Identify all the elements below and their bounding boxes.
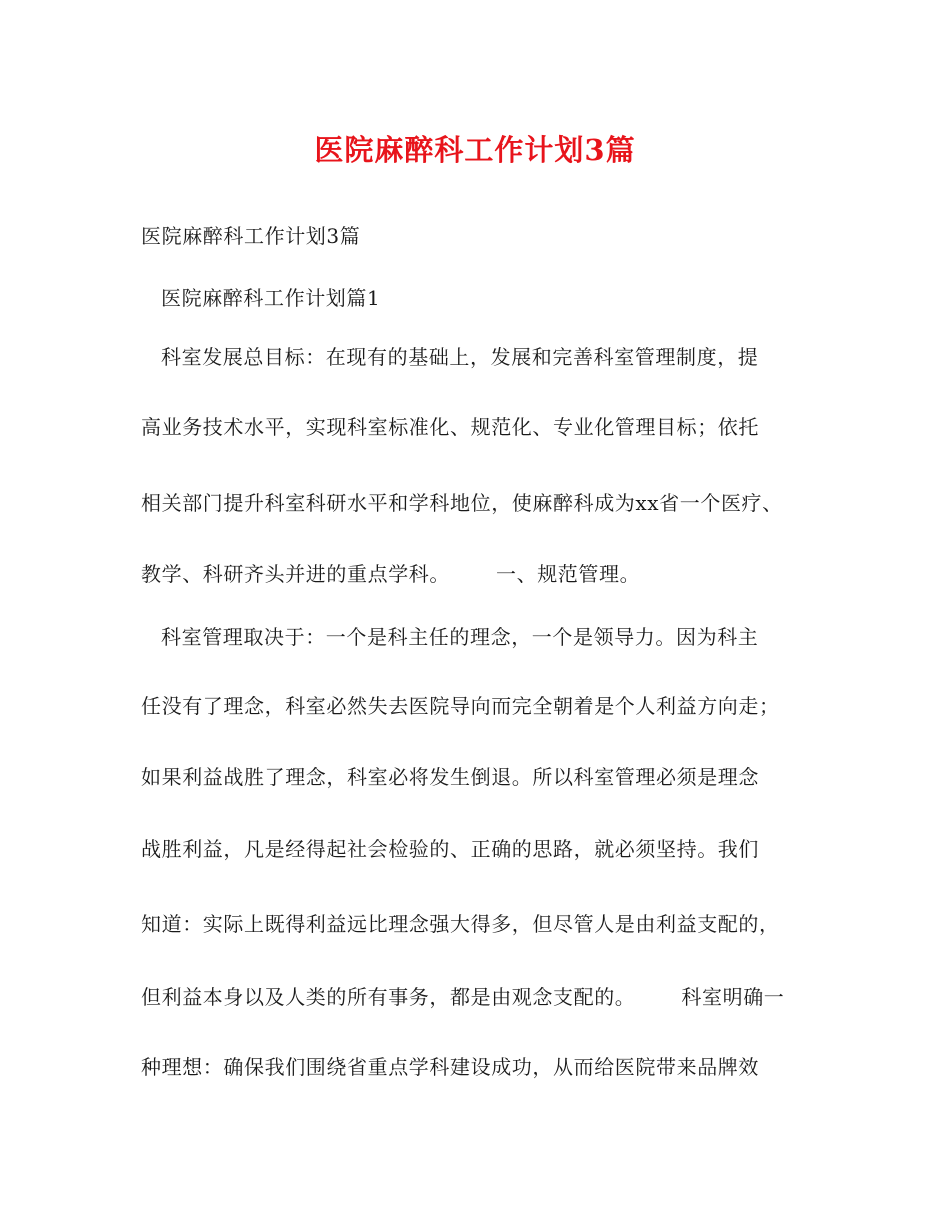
paragraph-text: 教学、科研齐头并进的重点学科。 [141,562,450,586]
section-heading: 医院麻醉科工作计划篇1 [161,286,381,310]
paragraph-line-with-heading [141,560,640,588]
paragraph-text-continued: 科室明确一 [681,985,785,1009]
paragraph-line: 科室发展总目标：在现有的基础上，发展和完善科室管理制度，提 [161,345,759,369]
paragraph-line: 相关部门提升科室科研水平和学科地位，使麻醉科成为xx省一个医疗、 [141,491,783,515]
inline-heading: 一、规范管理。 [496,562,641,586]
paragraph-text: 但利益本身以及人类的所有事务，都是由观念支配的。 [141,985,636,1009]
paragraph-line: 科室管理取决于：一个是科主任的理念，一个是领导力。因为科主 [161,625,759,649]
paragraph-line-with-continuation [141,983,784,1011]
paragraph-line: 知道：实际上既得利益远比理念强大得多，但尽管人是由利益支配的， [141,912,780,936]
paragraph-line: 战胜利益，凡是经得起社会检验的、正确的思路，就必须坚持。我们 [141,837,759,861]
document-subtitle: 医院麻醉科工作计划3篇 [141,224,361,248]
document-title: 医院麻醉科工作计划3篇 [314,133,636,167]
paragraph-line: 种理想：确保我们围绕省重点学科建设成功，从而给医院带来品牌效 [141,1055,759,1079]
paragraph-line: 高业务技术水平，实现科室标准化、规范化、专业化管理目标；依托 [141,415,759,439]
paragraph-line: 如果利益战胜了理念，科室必将发生倒退。所以科室管理必须是理念 [141,765,759,789]
paragraph-line: 任没有了理念，科室必然失去医院导向而完全朝着是个人利益方向走； [141,694,780,718]
